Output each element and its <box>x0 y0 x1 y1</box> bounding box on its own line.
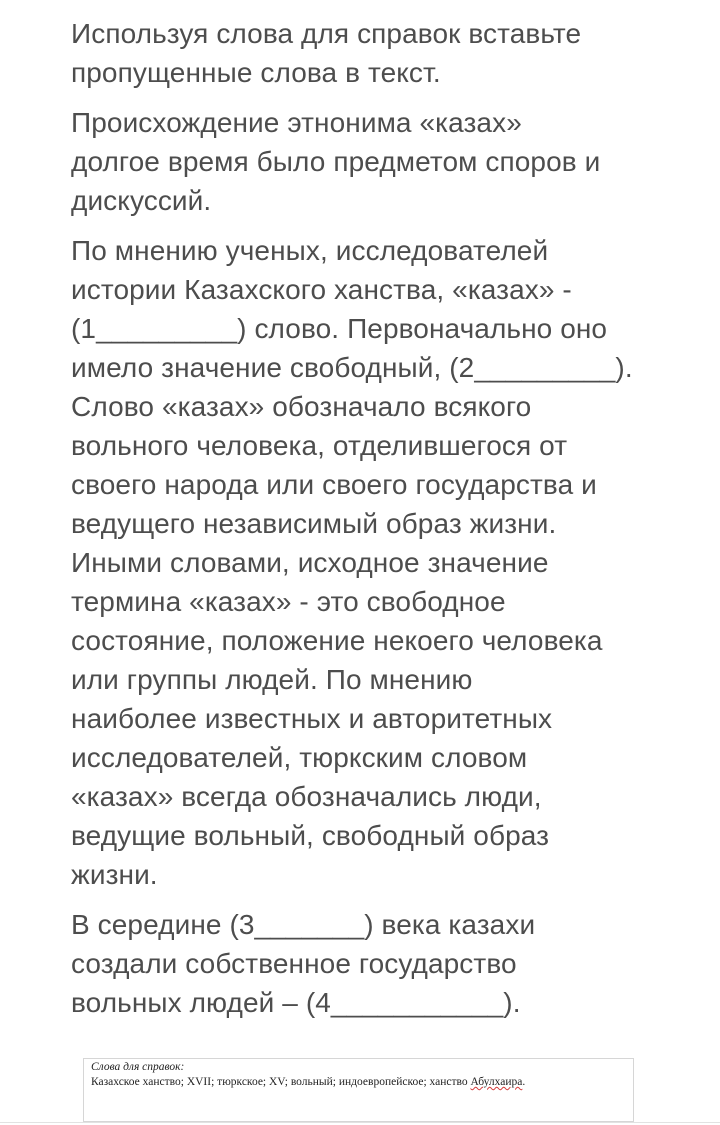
text-line: создали собственное государство <box>71 948 517 979</box>
text-line: ведущие вольный, свободный образ <box>71 820 550 851</box>
text-line: По мнению ученых, исследователей <box>71 235 549 266</box>
text-line: истории Казахского ханства, «казах» - <box>71 274 572 305</box>
text-line: состояние, положение некоего человека <box>71 625 603 656</box>
text-line-blank-1: (1_________) слово. Первоначально оно <box>71 313 608 344</box>
text-line: ведущего независимый образ жизни. <box>71 508 557 539</box>
text-line: пропущенные слова в текст. <box>71 57 441 88</box>
reference-word-abulkhair: Абулхаира <box>470 1076 523 1088</box>
text-line: или группы людей. По мнению <box>71 664 473 695</box>
text-line-blank-2: имело значение свободный, (2_________). <box>71 352 633 383</box>
paragraph-origin <box>71 103 671 220</box>
text-line-blank-4: вольных людей – (4___________). <box>71 987 521 1018</box>
text-line: «казах» всегда обозначались люди, <box>71 781 542 812</box>
text-line: исследователей, тюркским словом <box>71 742 528 773</box>
reference-title: Слова для справок: <box>91 1061 185 1073</box>
text-line: Происхождение этнонима «казах» <box>71 107 522 138</box>
text-line: долгое время было предметом споров и <box>71 146 601 177</box>
bottom-divider <box>0 1122 720 1123</box>
reference-words-list: Казахское ханство; XVII; тюркское; XV; вольный; индоевропейское; ханство <box>91 1076 471 1088</box>
text-line: дискуссий. <box>71 185 212 216</box>
text-line: своего народа или своего государства и <box>71 469 597 500</box>
reference-words <box>91 1074 626 1090</box>
text-line-blank-3: В середине (3_______) века казахи <box>71 909 536 940</box>
task-text <box>71 14 671 1033</box>
text-line: наиболее известных и авторитетных <box>71 703 553 734</box>
text-line: Иными словами, исходное значение <box>71 547 549 578</box>
text-line: вольного человека, отделившегося от <box>71 430 568 461</box>
text-line: Используя слова для справок вставьте <box>71 18 582 49</box>
task-instruction <box>71 14 671 92</box>
text-line: жизни. <box>71 859 158 890</box>
paragraph-state <box>71 905 671 1022</box>
text-line: Слово «казах» обозначало всякого <box>71 391 532 422</box>
reference-words-end: . <box>522 1076 526 1088</box>
paragraph-meaning <box>71 231 671 894</box>
reference-words-box <box>83 1058 634 1122</box>
text-line: термина «казах» - это свободное <box>71 586 506 617</box>
